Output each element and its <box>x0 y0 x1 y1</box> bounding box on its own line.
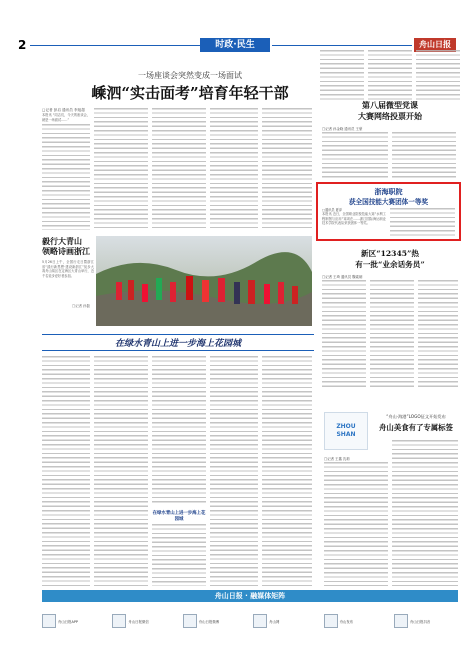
logo-article-byline: □记者 王鑫 沈莉 <box>324 457 350 461</box>
logo-col-1 <box>324 462 388 586</box>
footer-item-label: 舟山发布 <box>339 619 354 624</box>
lead-kicker: 一场座谈会突然变成一场面试 <box>138 71 242 80</box>
footer-item-label: 舟山网 <box>269 619 280 624</box>
photo-caption-body: 5月26日上午，全国行走日暨浙江省“践行新思想·建设新浙江”徒步大赛舟山赛区在定海区大青山举行，近千名徒步爱好者参加。 <box>42 260 94 278</box>
highlight-headline-2: 获全国技能大赛团体一等奖 <box>348 198 429 206</box>
footer-item-label: 舟山日报抖音 <box>409 619 431 624</box>
lower-col-3b <box>152 524 206 586</box>
right-col-2 <box>368 50 412 100</box>
right-col-3 <box>416 50 460 100</box>
lower-col-5 <box>262 356 312 586</box>
zhoushan-logo <box>324 412 368 450</box>
zhoushan-logo-text: ZHOU SHAN <box>336 423 356 438</box>
logo-col-2 <box>392 440 458 586</box>
qr-code-icon <box>112 614 126 628</box>
footer-item-label: 舟山日报微博 <box>198 619 220 624</box>
qr-code-icon <box>42 614 56 628</box>
highlight-body-start: 本报讯 近日，全国职业院校技能大赛“水利工程制图与应用”赛项在……浙江国际海运职业技术学院代表队荣获团体一等奖。 <box>322 212 386 226</box>
right-top-col-2 <box>392 132 456 178</box>
middle-right-headline-2: 有一批“业余话务员” <box>355 260 425 269</box>
right-top-headline-2: 大赛网络投票开始 <box>358 111 422 121</box>
qr-code-icon <box>253 614 267 628</box>
footer-item[interactable] <box>183 606 247 636</box>
footer-item[interactable] <box>112 606 176 636</box>
section-label: 时政·民生 <box>200 38 270 52</box>
footer-item[interactable] <box>42 606 106 636</box>
photo-caption-headline-1: 毅行大青山 <box>42 236 82 246</box>
photo-caption-headline-2: 领略诗画浙江 <box>42 246 90 256</box>
footer-item-label: 舟山日报APP <box>58 619 78 624</box>
middle-right-col-2 <box>370 280 414 390</box>
hiking-photo <box>96 236 312 326</box>
banner-rule-top <box>42 334 314 335</box>
banner-text: 在绿水青山上进一步海上花园城 <box>114 339 241 349</box>
middle-right-byline: □记者 王琦 通讯员 魏素朝 <box>322 275 363 279</box>
right-col-1 <box>320 50 364 100</box>
highlight-byline: □通讯员 夏泽 <box>322 208 342 212</box>
lead-col-5 <box>262 108 312 230</box>
logo-article-kicker: “舟山·海港”LOGO征文开始发布 <box>386 414 446 419</box>
right-top-byline: □记者 孙金晓 通讯员 王豪 <box>322 127 363 131</box>
footer-item[interactable] <box>253 606 317 636</box>
lower-col-1 <box>42 356 90 586</box>
footer-strip <box>42 606 458 636</box>
lead-col-2 <box>94 108 148 230</box>
lead-col-3 <box>152 108 206 230</box>
lead-body-start: 本报讯 “同志们，今天的座谈会，就是一场面试……” <box>42 113 90 122</box>
logo-article-headline: 舟山美食有了专属标签 <box>379 423 453 432</box>
masthead-right-rule <box>272 45 412 46</box>
qr-code-icon <box>394 614 408 628</box>
photo-caption-credit: □记者 孙磊 <box>72 304 90 308</box>
highlight-box[interactable] <box>316 182 461 241</box>
lead-headline: 嵊泗“实击面考”培育年轻干部 <box>91 84 289 102</box>
bottom-center-subhead: 在绿水青山上进一步海上花园城 <box>152 511 206 522</box>
right-top-col-1 <box>322 132 388 178</box>
lower-col-2 <box>94 356 148 586</box>
banner-rule-bottom <box>42 350 314 351</box>
page-number: 2 <box>18 38 27 52</box>
highlight-col-2 <box>390 208 455 238</box>
masthead-left-rule <box>30 45 200 46</box>
footer-item[interactable] <box>324 606 388 636</box>
middle-right-headline-1: 新区“12345”热 <box>361 249 419 258</box>
lead-col-1 <box>42 124 90 230</box>
paper-logo: 舟山日报 <box>414 38 456 52</box>
qr-code-icon <box>324 614 338 628</box>
footer-item-label: 舟山日报微信 <box>128 619 149 624</box>
qr-code-icon <box>183 614 197 628</box>
lead-col-4 <box>210 108 258 230</box>
lower-col-3 <box>152 356 206 504</box>
footer-banner: 舟山日报 · 融媒体矩阵 <box>42 590 458 602</box>
lower-col-4 <box>210 356 258 586</box>
right-top-headline-1: 第八届微型党课 <box>362 100 418 110</box>
lead-byline: □记者 彭启 通讯员 李旭超 <box>42 108 85 112</box>
footer-item[interactable] <box>394 606 458 636</box>
highlight-headline-1: 浙海职院 <box>374 187 403 196</box>
middle-right-col-3 <box>418 280 458 390</box>
middle-right-col-1 <box>322 280 366 390</box>
